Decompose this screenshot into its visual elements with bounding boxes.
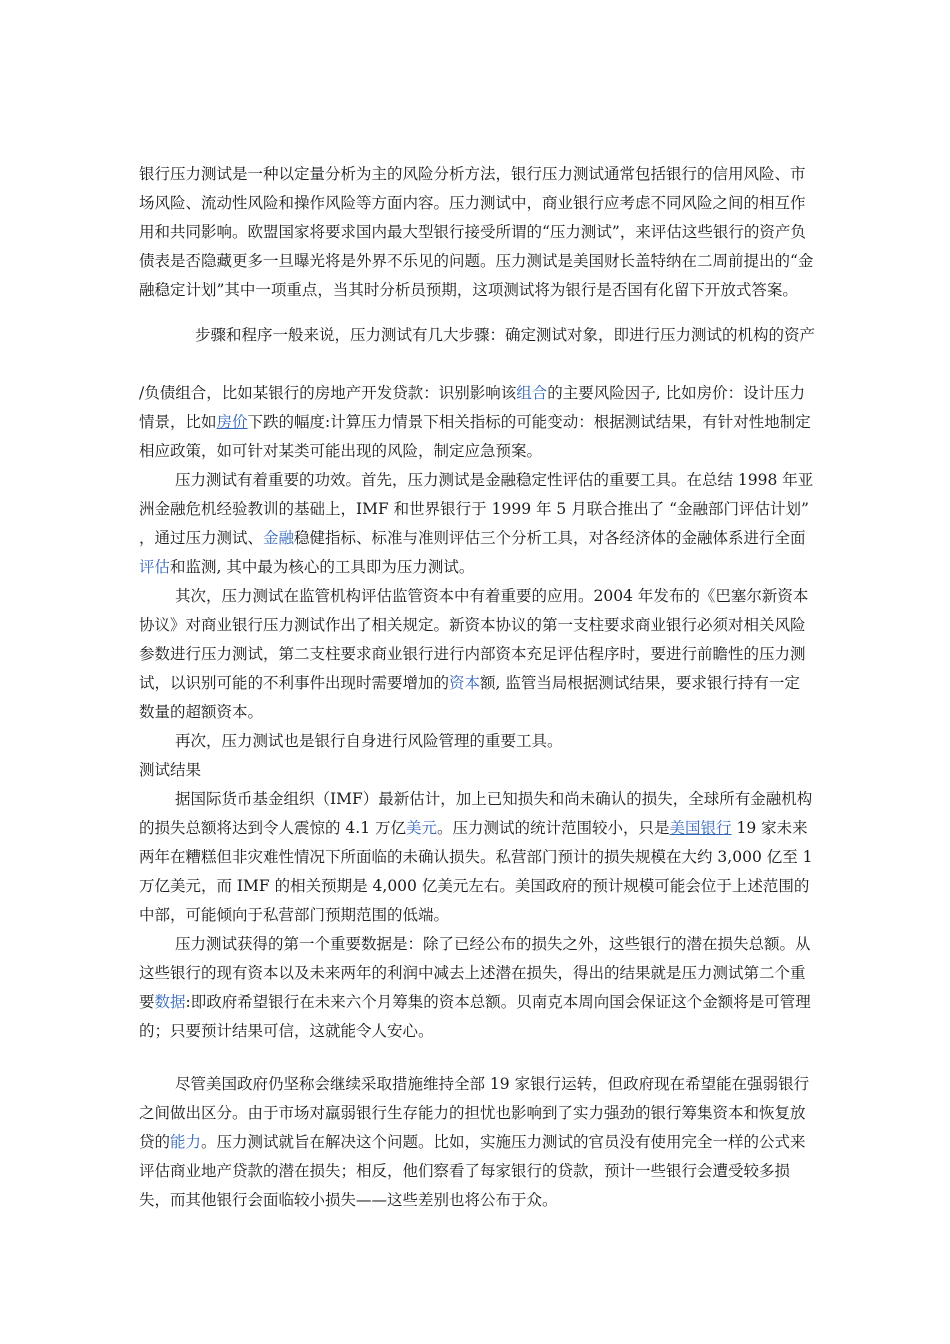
link-us-banks[interactable]: 美国银行 <box>669 819 732 837</box>
link-house-price[interactable]: 房价 <box>216 413 248 431</box>
link-ability[interactable]: 能力 <box>170 1133 202 1151</box>
paragraph-results: 据国际货币基金组织（IMF）最新估计，加上已知损失和尚未确认的损失，全球所有金融机构的损失总额将达到令人震惊的 4.1 万亿美元。压力测试的统计范围较小，只是美国银行 19 家未来两年在糟糕但非灾难性情况下所面临的未确认损失。私营部门预计的损失规模在大约 3,000 亿至 1 万亿美元，而 IMF 的相关预期是 4,000 亿美元左右。美国政府的预计规模可能会位于上述范围的中部，可能倾向于私营部门预期范围的低端。 <box>139 790 813 924</box>
paragraph-function: 压力测试有着重要的功效。首先，压力测试是金融稳定性评估的重要工具。在总结 1998 年亚洲金融危机经验教训的基础上，IMF 和世界银行于 1999 年 5 月联合推出了 “金融部门评估计划” ，通过压力测试、金融稳健指标、标准与准则评估三个分析工具，对各经济体的金融体系进行全面评估和监测, 其中最为核心的工具即为压力测试。 <box>139 471 814 576</box>
paragraph-risk-management: 再次，压力测试也是银行自身进行风险管理的重要工具。 <box>175 732 563 750</box>
section-heading: 测试结果 <box>139 761 202 779</box>
link-usd[interactable]: 美元 <box>406 819 438 837</box>
link-portfolio[interactable]: 组合 <box>516 384 548 402</box>
paragraph-steps-continued: /负债组合，比如某银行的房地产开发贷款：识别影响该组合的主要风险因子, 比如房价：设计压力情景，比如房价下跌的幅度:计算压力情景下相关指标的可能变动：根据测试结果，有针对性地制定相应政策，如可针对某类可能出现的风险，制定应急预案。 <box>139 384 811 460</box>
link-capital[interactable]: 资本 <box>449 674 481 692</box>
paragraph-regulation: 其次，压力测试在监管机构评估监管资本中有着重要的应用。2004 年发布的《巴塞尔新资本协议》对商业银行压力测试作出了相关规定。新资本协议的第一支柱要求商业银行必须对相关风险参数进行压力测试，第二支柱要求商业银行进行内部资本充足评估程序时，要进行前瞻性的压力测试，以识别可能的不利事件出现时需要增加的资本额, 监管当局根据测试结果，要求银行持有一定数量的超额资本。 <box>139 587 809 721</box>
link-assessment[interactable]: 评估 <box>139 558 171 576</box>
link-data[interactable]: 数据 <box>154 993 186 1011</box>
paragraph-intro: 银行压力测试是一种以定量分析为主的风险分析方法，银行压力测试通常包括银行的信用风险、市场风险、流动性风险和操作风险等方面内容。压力测试中，商业银行应考虑不同风险之间的相互作用和共同影响。欧盟国家将要求国内最大型银行接受所谓的“压力测试”，来评估这些银行的资产负债表是否隐藏更多一旦曝光将是外界不乐见的问题。压力测试是美国财长盖特纳在二周前提出的“金融稳定计划”其中一项重点，当其时分析员预期，这项测试将为银行是否国有化留下开放式答案。 <box>139 165 814 299</box>
paragraph-first-data: 压力测试获得的第一个重要数据是：除了已经公布的损失之外，这些银行的潜在损失总额。从这些银行的现有资本以及未来两年的利润中减去上述潜在损失，得出的结果就是压力测试第二个重要数据:即政府希望银行在未来六个月筹集的资本总额。贝南克本周向国会保证这个金额将是可管理的；只要预计结果可信，这就能令人安心。 <box>139 935 811 1040</box>
link-finance[interactable]: 金融 <box>263 529 295 547</box>
paragraph-steps: 步骤和程序一般来说，压力测试有几大步骤：确定测试对象，即进行压力测试的机构的资产 <box>195 326 816 344</box>
paragraph-government: 尽管美国政府仍坚称会继续采取措施维持全部 19 家银行运转，但政府现在希望能在强弱银行之间做出区分。由于市场对羸弱银行生存能力的担忧也影响到了实力强劲的银行筹集资本和恢复放贷的能力。压力测试就旨在解决这个问题。比如，实施压力测试的官员没有使用完全一样的公式来评估商业地产贷款的潜在损失；相反，他们察看了每家银行的贷款，预计一些银行会遭受较多损失，而其他银行会面临较小损失——这些差别也将公布于众。 <box>139 1075 810 1209</box>
